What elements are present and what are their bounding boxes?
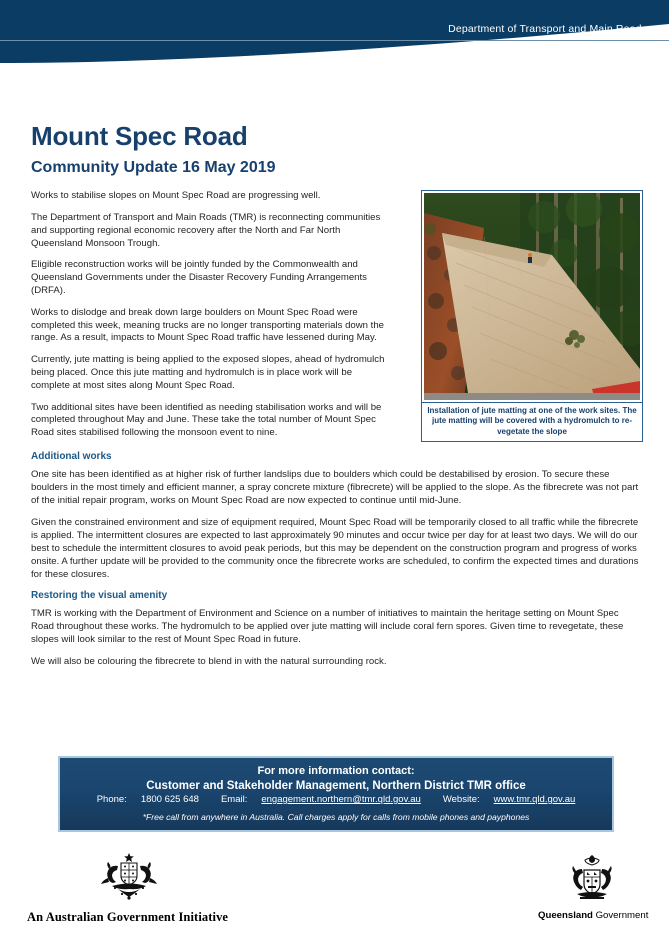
page-subtitle: Community Update 16 May 2019 — [31, 158, 276, 176]
header-department-label: Department of Transport and Main Roads — [448, 23, 647, 35]
photo-caption: Installation of jute matting at one of the work sites. The jute matting will be covered with a hydromulch to re-vegetate the slope — [421, 403, 643, 442]
phone-value: 1800 625 648 — [140, 794, 199, 805]
intro-paragraph: Works to dislodge and break down large boulders on Mount Spec Road were completed this week, meaning trucks are no longer transporting materials down the range. As a result, impacts to Mount Spec Road traffic have lessened during May. — [31, 306, 385, 344]
email-label: Email: — [220, 794, 248, 805]
contact-details-row — [68, 794, 604, 805]
intro-paragraph: Eligible reconstruction works will be jointly funded by the Commonwealth and Queensland Governments under the Disaster Recovery Funding Arrangements (DRFA). — [31, 259, 367, 296]
intro-text-column — [31, 190, 393, 440]
australian-government-initiative-label: An Australian Government Initiative — [27, 910, 229, 924]
section-paragraph: We will also be colouring the fibrecrete to blend in with the natural surrounding rock. — [31, 656, 387, 668]
additional-works-section — [31, 451, 643, 581]
header-swoosh-graphic — [0, 0, 669, 100]
document-content — [0, 190, 669, 669]
contact-freecall-note: *Free call from anywhere in Australia. Call charges apply for calls from mobile phones and payphones — [142, 812, 530, 822]
page-header — [0, 0, 669, 100]
email-link[interactable]: engagement.northern@tmr.qld.gov.au — [261, 794, 421, 805]
section-heading-restoring-amenity: Restoring the visual amenity — [31, 590, 168, 602]
header-divider-rule — [0, 40, 669, 41]
section-paragraph: TMR is working with the Department of Environment and Science on a number of initiatives to maintain the heritage setting on Mount Spec Road throughout these works. The hydromulch to be applied over jute matting will include coral fern spores. Given time to revegetate, these slopes will look similar to the rest of Mount Spec Road in future. — [31, 608, 624, 646]
jute-matting-photo — [424, 193, 640, 400]
website-label: Website: — [442, 794, 480, 805]
title-block — [0, 100, 669, 176]
photo-frame — [421, 190, 643, 403]
contact-information-box — [58, 756, 614, 832]
queensland-government-label-light: Government — [592, 910, 649, 921]
restoring-amenity-section — [31, 590, 643, 669]
section-paragraph: Given the constrained environment and size of equipment required, Mount Spec Road will be temporarily closed to all traffic while the fibrecrete is applied. The intermittent closures are expected to last approximately 90 minutes and occur twice per day for at least two days. We will do our best to schedule the intermittent closures to avoid peak periods, but this may be dependent on the construction program and progress of works onsite. A further update will be provided to the community once the fibrecrete works are scheduled, to confirm the expected times and durations for these closures. — [31, 516, 639, 580]
queensland-coat-of-arms-icon — [566, 854, 618, 906]
intro-and-photo-row — [31, 190, 643, 448]
contact-office-name: Customer and Stakeholder Management, Northern District TMR office — [146, 780, 526, 792]
intro-paragraph: Currently, jute matting is being applied to the exposed slopes, ahead of hydromulch being placed. Once this jute matting and hydromulch is in place work will be complete at most sites along Mount Spec Road. — [31, 354, 385, 391]
australian-coat-of-arms-icon — [96, 852, 162, 904]
photo-illustration — [424, 193, 640, 400]
photo-figure — [421, 190, 643, 442]
queensland-government-label-bold: Queensland — [538, 910, 593, 921]
website-link[interactable]: www.tmr.qld.gov.au — [493, 794, 576, 805]
intro-paragraph: Works to stabilise slopes on Mount Spec Road are progressing well. — [31, 190, 321, 202]
phone-label: Phone: — [96, 794, 127, 805]
contact-heading: For more information contact: — [257, 765, 415, 777]
queensland-government-label — [538, 910, 648, 921]
intro-paragraph: Two additional sites have been identified as needing stabilisation works and will be completed throughout May and June. These take the total number of Mount Spec Road sites stabilised following the monsoon event to nine. — [31, 401, 382, 439]
intro-paragraph: The Department of Transport and Main Roads (TMR) is reconnecting communities and supporting regional economic recovery after the North and Far North Queensland Monsoon Trough. — [31, 211, 381, 249]
section-paragraph: One site has been identified as at higher risk of further landslips due to boulders which could be destabilised by erosion. To secure these boulders in the most timely and efficient manner, a spray concrete mixture (fibrecrete) will be applied to the slope. As the fibrecrete was not part of the initial repair program, works on Mount Spec Road are now expected to continue until mid-June. — [31, 469, 639, 506]
page-title: Mount Spec Road — [31, 121, 248, 151]
page-footer — [0, 852, 669, 950]
section-heading-additional-works: Additional works — [31, 451, 112, 463]
